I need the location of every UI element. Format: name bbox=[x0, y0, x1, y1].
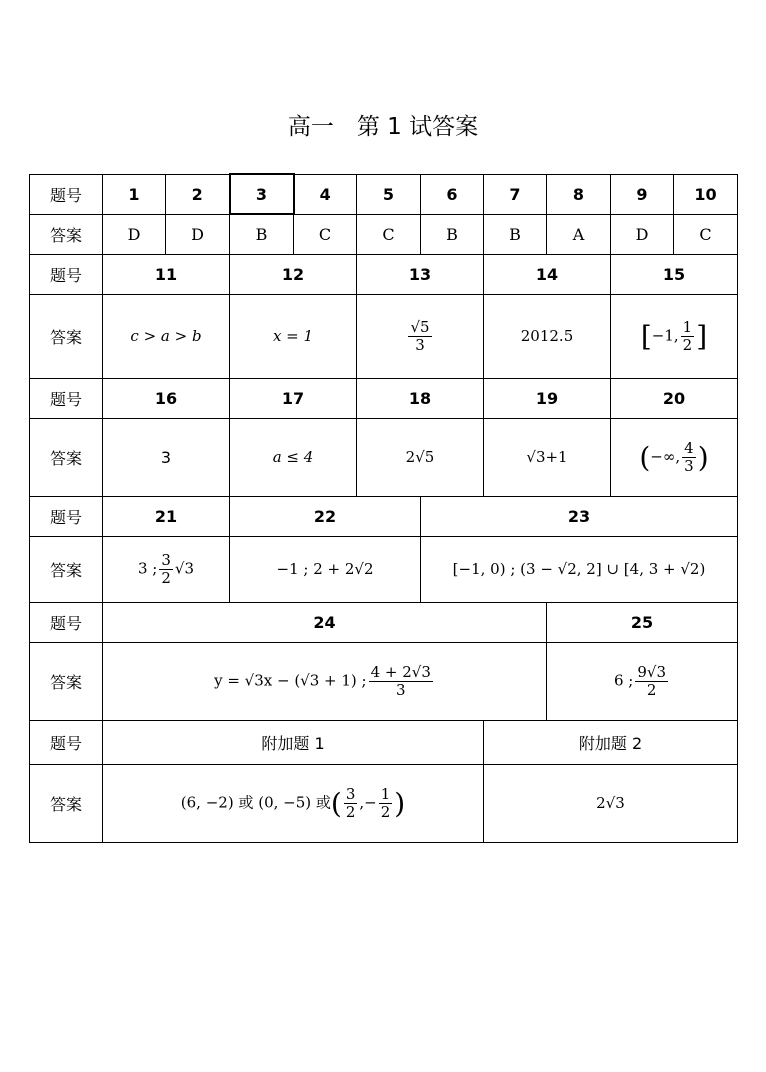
answer-cell bbox=[547, 642, 738, 720]
question-number: 7 bbox=[484, 174, 547, 214]
answer-cell bbox=[357, 294, 484, 378]
left-bracket-icon: [ bbox=[640, 319, 652, 353]
answer-table bbox=[29, 173, 738, 843]
question-number: 17 bbox=[230, 378, 357, 418]
answer-cell: B bbox=[230, 214, 294, 254]
question-label: 题号 bbox=[30, 602, 103, 642]
numerator: √5 bbox=[410, 317, 430, 336]
fraction bbox=[379, 786, 393, 821]
answer-row-3 bbox=[30, 418, 738, 496]
answer-label: 答案 bbox=[30, 294, 103, 378]
extra-question-2: 附加题 2 bbox=[484, 720, 738, 764]
question-number: 2 bbox=[166, 174, 230, 214]
answer-label: 答案 bbox=[30, 642, 103, 720]
answer-row-5 bbox=[30, 642, 738, 720]
question-number-row-6 bbox=[30, 720, 738, 764]
fraction bbox=[408, 319, 431, 354]
answer-cell bbox=[611, 418, 738, 496]
answer-cell: (6, −2) 或 (0, −5) 或( $\frac{3}{2}$ ,− $\frac{1}{2}$ ) bbox=[103, 764, 484, 842]
answer-cell: C bbox=[357, 214, 421, 254]
answer-cell: √3+1 bbox=[484, 418, 611, 496]
answer-cell: −1 ; 2 + 2√2 bbox=[230, 536, 421, 602]
right-paren-icon: ) bbox=[697, 440, 709, 474]
answer-cell: a ≤ 4 bbox=[230, 418, 357, 496]
numerator: 1 bbox=[380, 784, 391, 803]
interval-start: −∞, bbox=[650, 447, 681, 465]
question-number: 22 bbox=[230, 496, 421, 536]
question-label: 题号 bbox=[30, 720, 103, 764]
answer-part: √3 bbox=[174, 559, 195, 577]
question-number: 13 bbox=[357, 254, 484, 294]
question-number: 3 bbox=[230, 174, 294, 214]
question-number: 25 bbox=[547, 602, 738, 642]
question-number-row-3 bbox=[30, 378, 738, 418]
answer-cell: 2√5 bbox=[357, 418, 484, 496]
answer-row-6 bbox=[30, 764, 738, 842]
numerator: 3 bbox=[345, 784, 356, 803]
answer-part: 6 ; bbox=[613, 671, 634, 689]
question-number: 23 bbox=[421, 496, 738, 536]
numerator: 4 + 2√3 bbox=[370, 662, 431, 681]
question-label: 题号 bbox=[30, 496, 103, 536]
answer-cell: B bbox=[421, 214, 484, 254]
answer-cell bbox=[103, 642, 547, 720]
answer-cell: A bbox=[547, 214, 611, 254]
question-number: 19 bbox=[484, 378, 611, 418]
denominator: 2 bbox=[682, 335, 693, 354]
fraction bbox=[159, 552, 173, 587]
numerator: 1 bbox=[682, 317, 693, 336]
question-number: 16 bbox=[103, 378, 230, 418]
right-paren-icon: ) bbox=[394, 786, 406, 820]
question-number-row-2 bbox=[30, 254, 738, 294]
denominator: 3 bbox=[395, 680, 406, 699]
answer-cell: [−1, 0) ; (3 − √2, 2] ∪ [4, 3 + √2) bbox=[421, 536, 738, 602]
answer-cell: D bbox=[166, 214, 230, 254]
question-number: 20 bbox=[611, 378, 738, 418]
question-number: 11 bbox=[103, 254, 230, 294]
question-number: 4 bbox=[294, 174, 357, 214]
left-paren-icon: ( bbox=[639, 440, 651, 474]
answer-part: 3 ; bbox=[137, 559, 158, 577]
answer-cell bbox=[611, 294, 738, 378]
answer-label: 答案 bbox=[30, 418, 103, 496]
answer-row-2 bbox=[30, 294, 738, 378]
answer-label: 答案 bbox=[30, 764, 103, 842]
answer-part: (6, −2) 或 (0, −5) 或 bbox=[180, 793, 331, 811]
numerator: 9√3 bbox=[637, 662, 667, 681]
answer-cell: 2012.5 bbox=[484, 294, 611, 378]
numerator: 3 bbox=[161, 550, 171, 569]
answer-row-1 bbox=[30, 214, 738, 254]
answer-row-4 bbox=[30, 536, 738, 602]
denominator: 3 bbox=[415, 335, 425, 354]
interval-start: −1, bbox=[651, 326, 679, 344]
question-number: 14 bbox=[484, 254, 611, 294]
answer-cell: C bbox=[294, 214, 357, 254]
denominator: 2 bbox=[646, 680, 657, 699]
denominator: 3 bbox=[684, 456, 694, 475]
fraction bbox=[344, 786, 358, 821]
answer-cell: D bbox=[611, 214, 674, 254]
question-number-row-1 bbox=[30, 174, 738, 214]
extra-question-1: 附加题 1 bbox=[103, 720, 484, 764]
denominator: 2 bbox=[161, 568, 171, 587]
question-number: 24 bbox=[103, 602, 547, 642]
answer-label: 答案 bbox=[30, 536, 103, 602]
answer-cell: C bbox=[674, 214, 738, 254]
question-number-row-4 bbox=[30, 496, 738, 536]
question-label: 题号 bbox=[30, 174, 103, 214]
answer-cell bbox=[103, 536, 230, 602]
answer-cell: c > a > b bbox=[103, 294, 230, 378]
question-number: 12 bbox=[230, 254, 357, 294]
question-label: 题号 bbox=[30, 254, 103, 294]
answer-label: 答案 bbox=[30, 214, 103, 254]
question-number: 15 bbox=[611, 254, 738, 294]
answer-cell: 3 bbox=[103, 418, 230, 496]
question-number: 1 bbox=[103, 174, 166, 214]
answer-cell: B bbox=[484, 214, 547, 254]
left-paren-icon: ( bbox=[330, 786, 342, 820]
page-title: 高一 第 1 试答案 bbox=[287, 114, 479, 140]
answer-part: y = √3x − (√3 + 1) ; bbox=[214, 671, 367, 689]
question-number: 18 bbox=[357, 378, 484, 418]
question-number-row-5 bbox=[30, 602, 738, 642]
answer-cell: D bbox=[103, 214, 166, 254]
answer-cell: x = 1 bbox=[230, 294, 357, 378]
denominator: 2 bbox=[345, 802, 356, 821]
fraction bbox=[369, 664, 433, 699]
denominator: 2 bbox=[380, 802, 391, 821]
question-number: 8 bbox=[547, 174, 611, 214]
question-number: 6 bbox=[421, 174, 484, 214]
answer-cell: 2√3 bbox=[484, 764, 738, 842]
numerator: 4 bbox=[684, 438, 694, 457]
question-number: 5 bbox=[357, 174, 421, 214]
fraction bbox=[635, 664, 668, 699]
question-number: 10 bbox=[674, 174, 738, 214]
question-number: 21 bbox=[103, 496, 230, 536]
right-bracket-icon: ] bbox=[696, 319, 708, 353]
fraction bbox=[682, 440, 696, 475]
question-label: 题号 bbox=[30, 378, 103, 418]
fraction bbox=[681, 319, 695, 354]
question-number: 9 bbox=[611, 174, 674, 214]
